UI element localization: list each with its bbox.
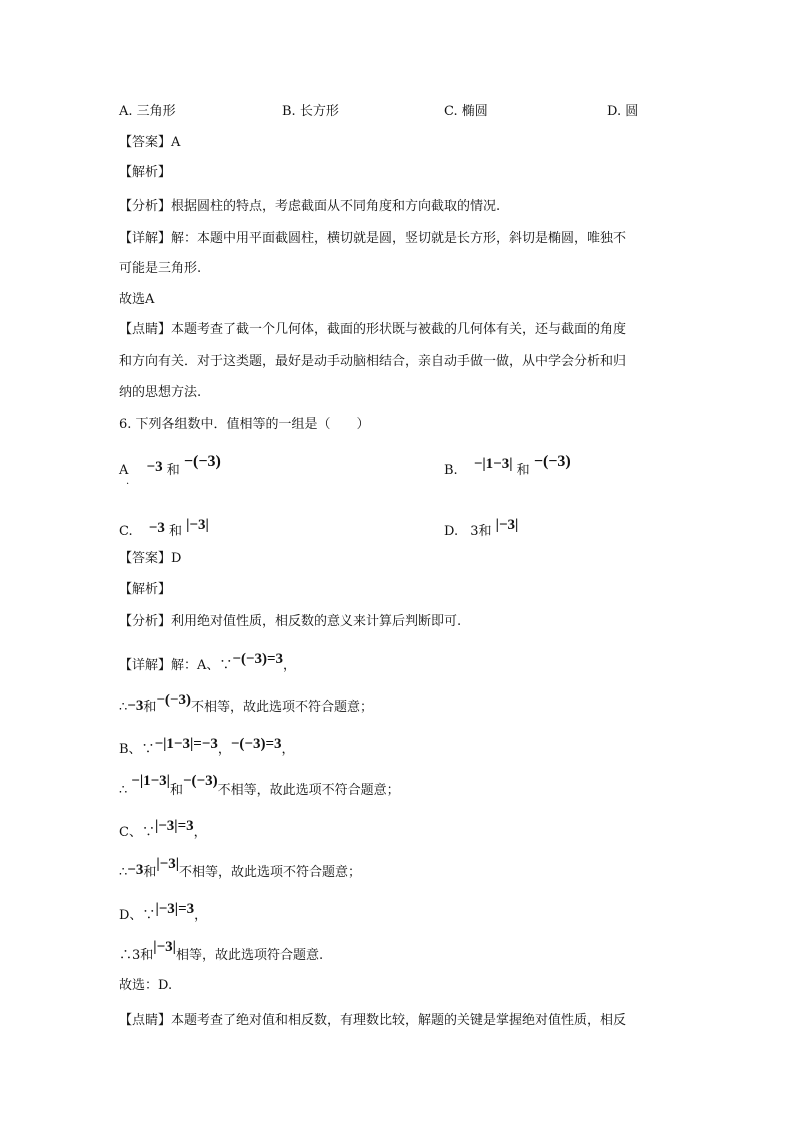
therefore-symbol: ∴ [119,865,128,880]
q6-option-b [444,453,571,481]
q5-dianjing-line3: 纳的思想方法. [119,385,202,400]
option-prefix: D、∵ [119,908,156,923]
conclusion-text: 不相等，故此选项不符合题意； [190,700,373,715]
option-d-label: D. [444,524,459,539]
option-prefix: C、∵ [119,825,155,840]
q5-option-d: D. 圆 [607,104,639,119]
he-text: 和 [516,463,530,478]
option-prefix: B、∵ [119,742,155,757]
math-expr: −3 [127,862,144,878]
conclusion-text: 不相等，故此选项不符合题意； [179,865,362,880]
math-expr: −3 [148,520,165,536]
option-d-text: 3和 [470,524,492,539]
therefore-symbol: ∴ [119,783,128,798]
math-expr: −|1−3| [131,773,170,789]
q6-dianjing: 【点睛】本题考查了绝对值和相反数，有理数比较，解题的关键是掌握绝对值性质，相反 [119,1013,627,1028]
math-expr: −(−3) [156,692,191,708]
q5-dianjing-line2: 和方向有关．对于这类题，最好是动手动脑相结合，亲自动手做一做，从中学会分析和归 [119,354,627,369]
q5-conclusion: 故选A [119,292,155,307]
q5-answer: 【答案】A [119,135,181,150]
q6-d-reason [119,901,208,926]
math-expr: −(−3)=3 [232,651,284,667]
conclusion-text: 不相等，故此选项不符合题意； [217,783,400,798]
therefore-symbol: ∴ [119,700,128,715]
q6-c-reason [119,818,207,843]
math-expr: −(−3)=3 [230,736,282,752]
math-expr: |−3| [156,856,180,872]
math-expr: −|1−3|=−3 [154,736,218,752]
q6-xiangjie-a [119,651,297,676]
conclusion-prefix: ∴3和 [119,948,154,963]
q6-answer: 【答案】D [119,551,182,566]
q6-question: 6. 下列各组数中．值相等的一组是（ ） [119,417,370,432]
he-text: 和 [168,524,182,539]
math-expr: |−3| [186,517,209,533]
q6-fenxi: 【分析】利用绝对值性质，相反数的意义来计算后判断即可. [119,614,462,629]
q5-xiangjie-line1: 【详解】解：本题中用平面截圆柱，横切就是圆，竖切就是长方形，斜切是椭圆，唯独不 [119,231,627,246]
math-expr: |−3|=3 [154,818,194,834]
math-expr: −(−3) [183,773,218,789]
he-text: 和 [143,700,157,715]
math-expr: |−3| [495,517,519,533]
punctuation: ， [217,742,231,757]
math-expr: −(−3) [533,453,571,470]
conclusion-text: 相等，故此选项符合题意. [175,948,324,963]
q6-option-c [119,517,209,542]
punctuation: ， [281,742,295,757]
q5-option-b: B. 长方形 [282,104,339,119]
punctuation: ， [283,658,297,673]
xiangjie-prefix: 【详解】解：A、∵ [119,658,233,673]
he-text: 和 [166,463,180,478]
q6-option-a [119,453,221,481]
math-expr: |−3|=3 [155,901,195,917]
q5-option-c: C. 椭圆 [444,104,488,119]
q6-b-reason [119,736,295,760]
option-c-label: C. [119,524,133,539]
punctuation: ， [194,908,208,923]
q6-conclusion: 故选：D. [119,978,173,993]
option-a-label: A [119,463,129,478]
punctuation: ， [193,825,207,840]
q5-dianjing-line1: 【点睛】本题考查了截一个几何体，截面的形状既与被截的几何体有关，还与截面的角度 [119,322,627,337]
q5-analysis-heading: 【解析】 [119,165,172,180]
option-b-label: B. [444,463,458,478]
math-expr: −|1−3| [473,456,513,472]
he-text: 和 [143,865,157,880]
option-a-dot: . [126,476,130,487]
q6-a-conclusion [119,692,373,718]
q5-option-a: A. 三角形 [119,104,176,119]
math-expr: −(−3) [183,453,221,470]
math-expr: −3 [146,459,163,475]
q5-fenxi: 【分析】根据圆柱的特点，考虑截面从不同角度和方向截取的情况. [119,199,501,214]
q6-option-d [444,517,519,542]
q6-analysis-heading: 【解析】 [119,582,172,597]
q6-d-conclusion [119,939,324,966]
he-text: 和 [169,783,183,798]
q5-xiangjie-line2: 可能是三角形. [119,261,202,276]
math-expr: |−3| [153,939,176,955]
math-expr: −3 [127,698,144,714]
q6-c-conclusion [119,856,362,883]
q6-b-conclusion [119,773,400,801]
